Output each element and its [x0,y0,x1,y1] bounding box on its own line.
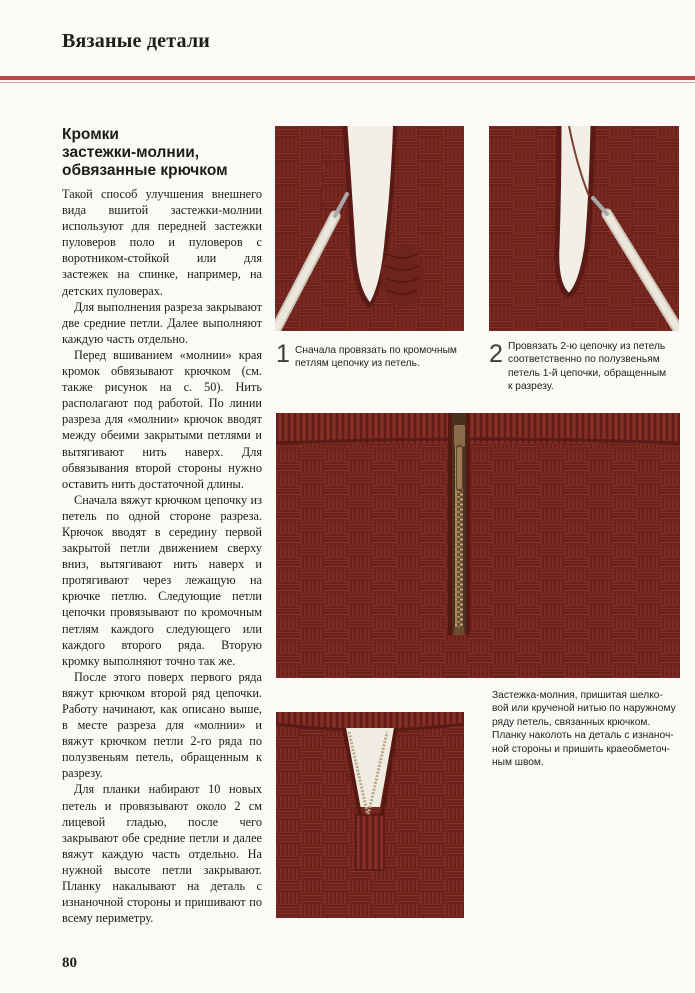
article-title-line: обвязанные крючком [62,162,228,179]
page-number: 80 [62,955,77,971]
caption-line: Сначала провязать по кромочным [295,345,457,356]
zipper-caption [492,689,682,769]
step1-caption [295,344,475,371]
step2-caption [508,340,688,394]
placket-photo [276,712,464,918]
body-paragraph: Сначала вяжут крючком цепочку из петель по одной стороне разреза. Крючок вводят в середину первой закрытой петли движением сверху вниз, вытягивают нить наверх и протягивают через лежащую на крючке петлю. Следующие петли цепочки провязывают по кромочным петлям каждого следующего или каждого второго ряда. Вторую кромку выполняют точно так же. [62,492,262,668]
step1-photo [275,126,464,331]
article-title [62,126,272,180]
article-title-line: застежки-молнии, [62,144,200,161]
caption-line: ной стороны и пришить краеобметоч- [492,743,671,755]
body-paragraph: Перед вшиванием «молнии» края кромок обвязывают крючком (см. также рисунок на с. 50). Нить располагают под работой. По линии разреза для «молнии» крючок вводят между обеими закрытыми петлями и вытягивают нить наверх. Для обвязывания второй стороны нужно оставить нить достаточной длины. [62,347,262,491]
caption-line: ным швом. [492,757,544,769]
article-title-line: Кромки [62,126,119,143]
section-header-title: Вязаные детали [62,30,210,52]
body-paragraph: Для выполнения разреза закрывают две средние петли. Далее выполняют каждую часть отдельно. [62,299,262,346]
body-paragraph: Для планки набирают 10 новых петель и провязывают около 2 см лицевой гладью, после чего закрывают обе средние петли и далее вяжут каждую часть отдельно. На нужной высоте петли закрывают. Планку накалывают на деталь с изнаночной стороны и пришивают по всему периметру. [62,782,262,926]
body-paragraph: После этого поверх первого ряда вяжут крючком второй ряд цепочки. Работу начинают, как описано выше, в месте разреза для «молнии» и вяжут крючком петли 2-го ряда по полузвеньям петель, обращенным к разрезу. [62,669,262,781]
article-body [62,186,262,926]
zipper-photo [276,413,680,678]
header-divider-thin [0,82,695,83]
step2-number: 2 [489,340,503,368]
caption-line: петель 1-й цепочки, обращенным [508,367,667,379]
header-divider [0,76,695,80]
caption-line: к разрезу. [508,381,554,393]
step2-photo [489,126,679,331]
step1-number: 1 [276,340,290,368]
caption-line: вой или крученой нитью по наружному [492,703,676,715]
body-paragraph: Такой способ улучшения внешнего вида вшитой застежки-молнии используют для передней застежки пуловеров поло и пуловеров с воротником-стойкой или для застежек на спинке, например, на детских пуловерах. [62,187,262,298]
caption-line: Провязать 2-ю цепочку из петель [508,341,666,352]
caption-line: соответственно по полузвеньям [508,354,660,366]
caption-line: ряду петель, связанных крючком. [492,716,651,728]
caption-line: петлям цепочку из петель. [295,358,420,370]
caption-line: Застежка-молния, пришитая шелко- [492,690,663,701]
caption-line: Планку наколоть на деталь с изнаноч- [492,730,674,742]
